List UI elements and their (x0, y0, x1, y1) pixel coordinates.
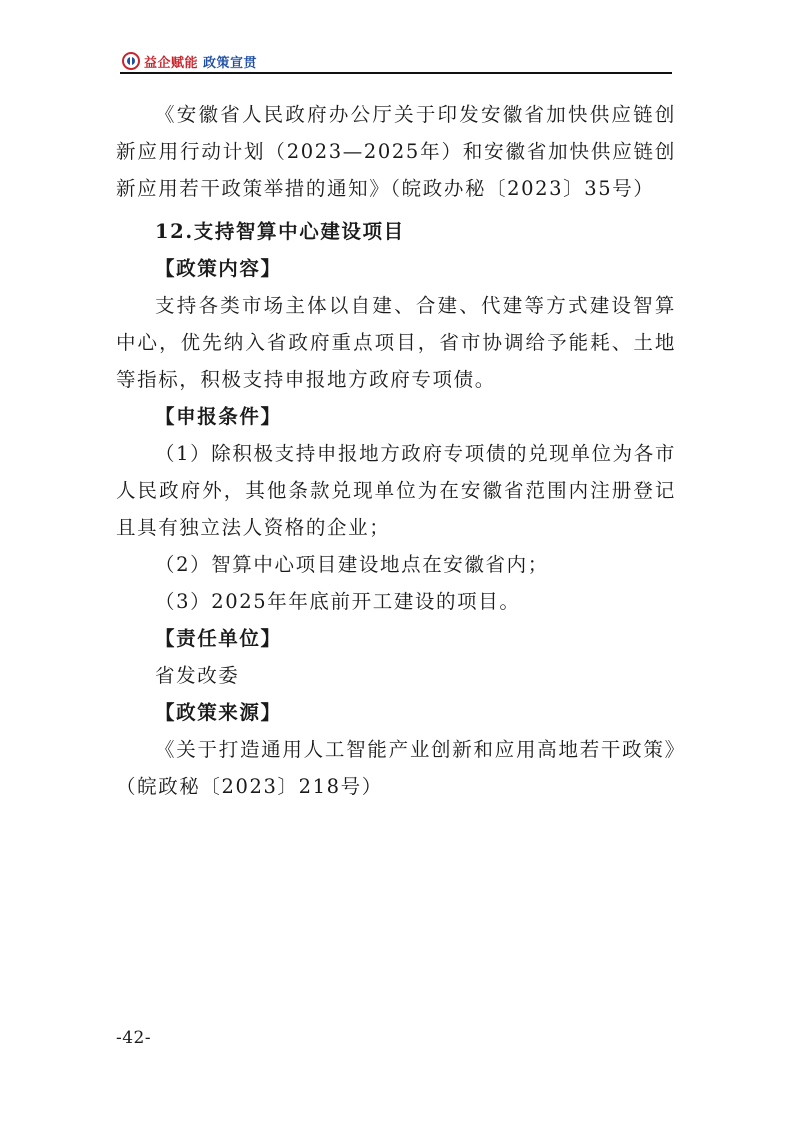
brand-text (144, 52, 257, 71)
brand-logo-icon (122, 52, 140, 70)
policy-content-text: 支持各类市场主体以自建、合建、代建等方式建设智算中心，优先纳入省政府重点项目，省市协调给予能耗、土地等指标，积极支持申报地方政府专项债。 (116, 294, 676, 391)
conditions-heading: 【申报条件】 (155, 405, 282, 428)
policy-content-heading: 【政策内容】 (155, 257, 282, 280)
document-body (116, 96, 676, 805)
brand-name: 益企赋能 (144, 55, 199, 71)
condition-item: （2）智算中心项目建设地点在安徽省内； (155, 553, 549, 576)
brand-tagline: 政策宣贯 (203, 55, 258, 71)
header-logo (122, 50, 257, 72)
header-divider (120, 72, 672, 74)
condition-item: （3）2025年年底前开工建设的项目。 (155, 590, 521, 613)
page-number: -42- (116, 1028, 152, 1048)
policy-source-heading: 【政策来源】 (155, 701, 282, 724)
responsible-unit: 省发改委 (155, 664, 240, 687)
policy-source-text: 《关于打造通用人工智能产业创新和应用高地若干政策》（皖政秘〔2023〕218号） (116, 738, 676, 798)
responsible-unit-heading: 【责任单位】 (155, 627, 282, 650)
condition-item: （1）除积极支持申报地方政府专项债的兑现单位为各市人民政府外，其他条款兑现单位为在安徽省范围内注册登记且具有独立法人资格的企业； (116, 442, 676, 539)
section-title: 12.支持智算中心建设项目 (155, 220, 405, 243)
previous-policy-source: 《安徽省人民政府办公厅关于印发安徽省加快供应链创新应用行动计划（2023—2025年）和安徽省加快供应链创新应用若干政策举措的通知》（皖政办秘〔2023〕35号） (116, 103, 676, 200)
